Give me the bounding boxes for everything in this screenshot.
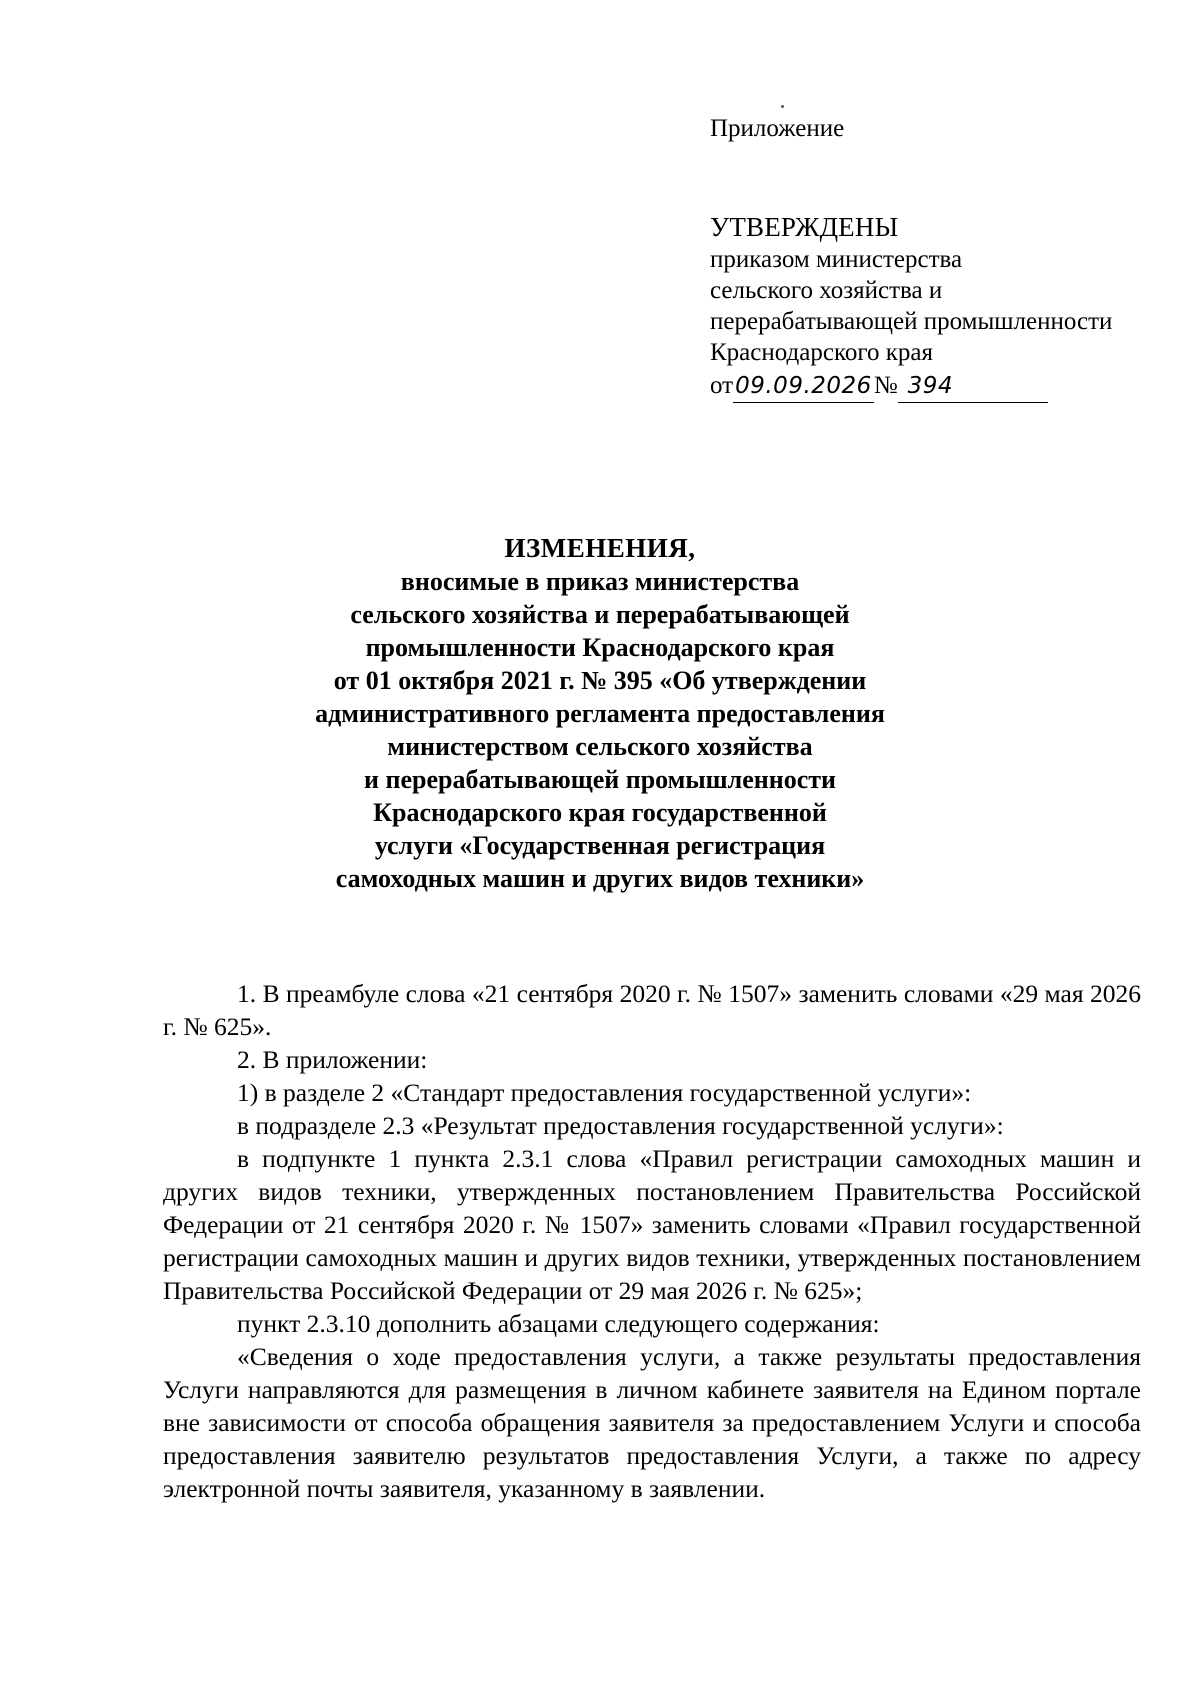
document-title — [0, 532, 1200, 895]
body-paragraph: в подпункте 1 пункта 2.3.1 слова «Правил регистрации самоходных машин и других видов техники, утвержденных постановлением Правительства Российской Федерации от 21 сентября 2020 г. № 1507» заменить словами «Правил государственной регистрации самоходных машин и других видов техники, утвержденных постановлением Правительства Российской Федерации от 29 мая 2026 г. № 625»; — [163, 1144, 1141, 1305]
body-paragraph: 2. В приложении: — [237, 1045, 428, 1074]
approval-line: Краснодарского края — [710, 339, 933, 366]
body-paragraph: 1. В преамбуле слова «21 сентября 2020 г. № 1507» заменить словами «29 мая 2026 г. № 625». — [163, 979, 1141, 1041]
body-paragraph: пункт 2.3.10 дополнить абзацами следующего содержания: — [237, 1309, 880, 1338]
title-line: от 01 октября 2021 г. № 395 «Об утверждении — [333, 666, 867, 695]
date-prefix: от — [710, 372, 734, 399]
title-line: Краснодарского края государственной — [373, 798, 827, 827]
handwritten-number: 394 — [898, 371, 1048, 403]
title-line: административного регламента предоставления — [315, 699, 885, 728]
order-date-number — [710, 370, 1180, 404]
title-line: министерством сельского хозяйства — [387, 732, 813, 761]
title-line: и перерабатывающей промышленности — [363, 765, 837, 794]
title-line: услуги «Государственная регистрация — [374, 831, 826, 860]
approval-heading: УТВЕРЖДЕНЫ — [710, 212, 899, 242]
title-line: сельского хозяйства и перерабатывающей — [350, 600, 850, 629]
body-paragraph: «Сведения о ходе предоставления услуги, а также результаты предоставления Услуги направляются для размещения в личном кабинете заявителя на Едином портале вне зависимости от способа обращения заявителя за предоставлением Услуги и способа предоставления заявителю результатов предоставления Услуги, а также по адресу электронной почты заявителя, указанному в заявлении. — [163, 1342, 1141, 1503]
document-body — [163, 977, 1141, 1505]
appendix-label: Приложение — [710, 115, 845, 142]
body-paragraph: 1) в разделе 2 «Стандарт предоставления государственной услуги»: — [237, 1078, 972, 1107]
approval-line: сельского хозяйства и — [710, 277, 943, 304]
handwritten-date: 09.09.2026 — [733, 371, 874, 403]
scan-speck — [781, 105, 784, 108]
title-line: промышленности Краснодарского края — [365, 633, 835, 662]
title-line: вносимые в приказ министерства — [400, 567, 800, 596]
approval-block — [710, 210, 1180, 404]
approval-line: перерабатывающей промышленности — [710, 308, 1113, 335]
body-paragraph: в подразделе 2.3 «Результат предоставления государственной услуги»: — [237, 1111, 1004, 1140]
number-sign: № — [873, 372, 898, 399]
title-main: ИЗМЕНЕНИЯ, — [504, 533, 696, 563]
title-line: самоходных машин и других видов техники» — [335, 864, 865, 893]
approval-line: приказом министерства — [710, 246, 963, 273]
